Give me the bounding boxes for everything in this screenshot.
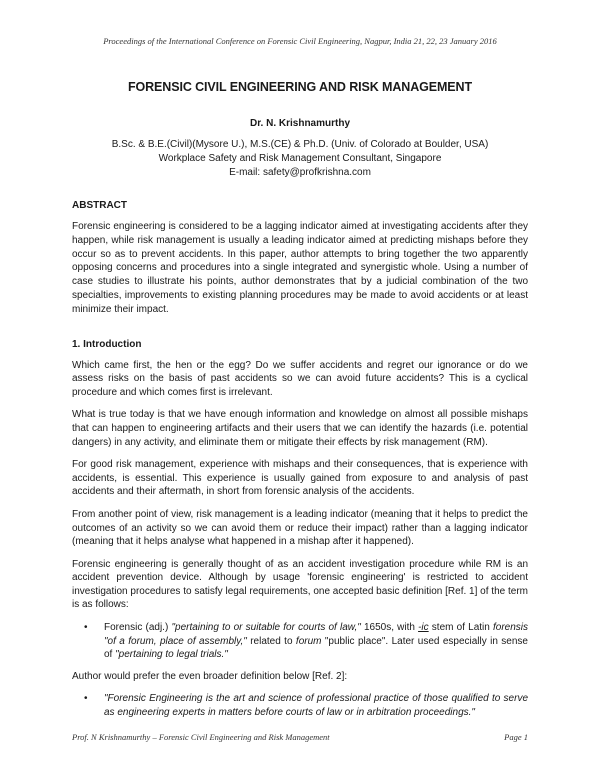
abstract-heading: ABSTRACT (72, 200, 127, 211)
intro-paragraph-2: What is true today is that we have enough information and knowledge on almost all possible mishaps that can happen to engineering artifacts and their users that we can identify the hazards (i.e. potential dangers) in any activity, and eliminate them or mitigate their effects by risk management (RM). (72, 409, 528, 448)
paper-title: FORENSIC CIVIL ENGINEERING AND RISK MANAGEMENT (127, 80, 473, 94)
definition-bullet-forensic-engineering: • "Forensic Engineering is the art and science of professional practice of those qualified to serve as engineering experts in matters before courts of law or in arbitration proceedings." (84, 693, 528, 719)
author-affiliation-degrees: B.Sc. & B.E.(Civil)(Mysore U.), M.S.(CE) & Ph.D. (Univ. of Colorado at Boulder, USA) (111, 139, 489, 150)
author-name: Dr. N. Krishnamurthy (249, 118, 351, 129)
intro-paragraph-3: For good risk management, experience with mishaps and their consequences, that is experience with accidents, is essential. This experience is usually gained from exposure to and analysis of past accidents and their aftermath, in short from forensic analysis of the accidents. (72, 459, 528, 498)
bullet-icon: • (84, 693, 88, 705)
intro-paragraph-5: Forensic engineering is generally thought of as an accident investigation procedure while RM is an accident prevention device. Although by usage 'forensic engineering' is restricted to accident investigation procedures to satisfy legal requirements, one accepted basic definition [Ref. 1] of the term is as follows: (72, 558, 528, 611)
definition-bullet-forensic: • Forensic (adj.) "pertaining to or suitable for courts of law," 1650s, with -ic stem of Latin forensis "of a forum, place of assembly," related to forum "public place". Later used especially in sense of "pertaining to legal trials." (84, 622, 528, 661)
introduction-heading: 1. Introduction (72, 338, 142, 350)
author-affiliation-position: Workplace Safety and Risk Management Consultant, Singapore (158, 153, 442, 164)
footer-author-title: Prof. N Krishnamurthy – Forensic Civil Engineering and Risk Management (72, 732, 330, 742)
running-footer (72, 732, 528, 742)
intro-paragraph-4: From another point of view, risk management is a leading indicator (meaning that it helps to predict the outcomes of an activity so we can avoid them or reduce their impact) rather than a lagging indicator (meaning that it helps analyse what happened in a mishap after it happened). (72, 508, 528, 548)
definition-list-2 (72, 692, 528, 719)
page-number: Page 1 (504, 732, 528, 742)
intro-paragraph-1: Which came first, the hen or the egg? Do we suffer accidents and regret our ignorance or do we assess risks on the basis of past accidents so we can avoid future accidents? This is a cyclical procedure and which comes first is irrelevant. (72, 359, 528, 398)
paper-body (72, 80, 528, 728)
intro-after-bullet: Author would prefer the even broader definition below [Ref. 2]: (72, 670, 348, 682)
bullet-icon: • (84, 622, 88, 634)
definition-list-1 (72, 621, 528, 662)
abstract-text: Forensic engineering is considered to be a lagging indicator aimed at investigating accidents after they happen, while risk management is usually a leading indicator aimed at predicting mishaps before they occur so as to prevent accidents. In this paper, author attempts to bring together the two apparently opposing concerns and procedures into a single integrated and synergistic whole. Using a number of case studies to illustrate his points, author demonstrates that by a judicial combination of the two specialties, improvements to existing planning procedures may be made to avoid accidents or at least minimize their impact. (72, 221, 528, 315)
running-header: Proceedings of the International Conference on Forensic Civil Engineering, Nagpur, India 21, 22, 23 January 2016 (103, 36, 497, 46)
author-email: E-mail: safety@profkrishna.com (229, 167, 371, 178)
